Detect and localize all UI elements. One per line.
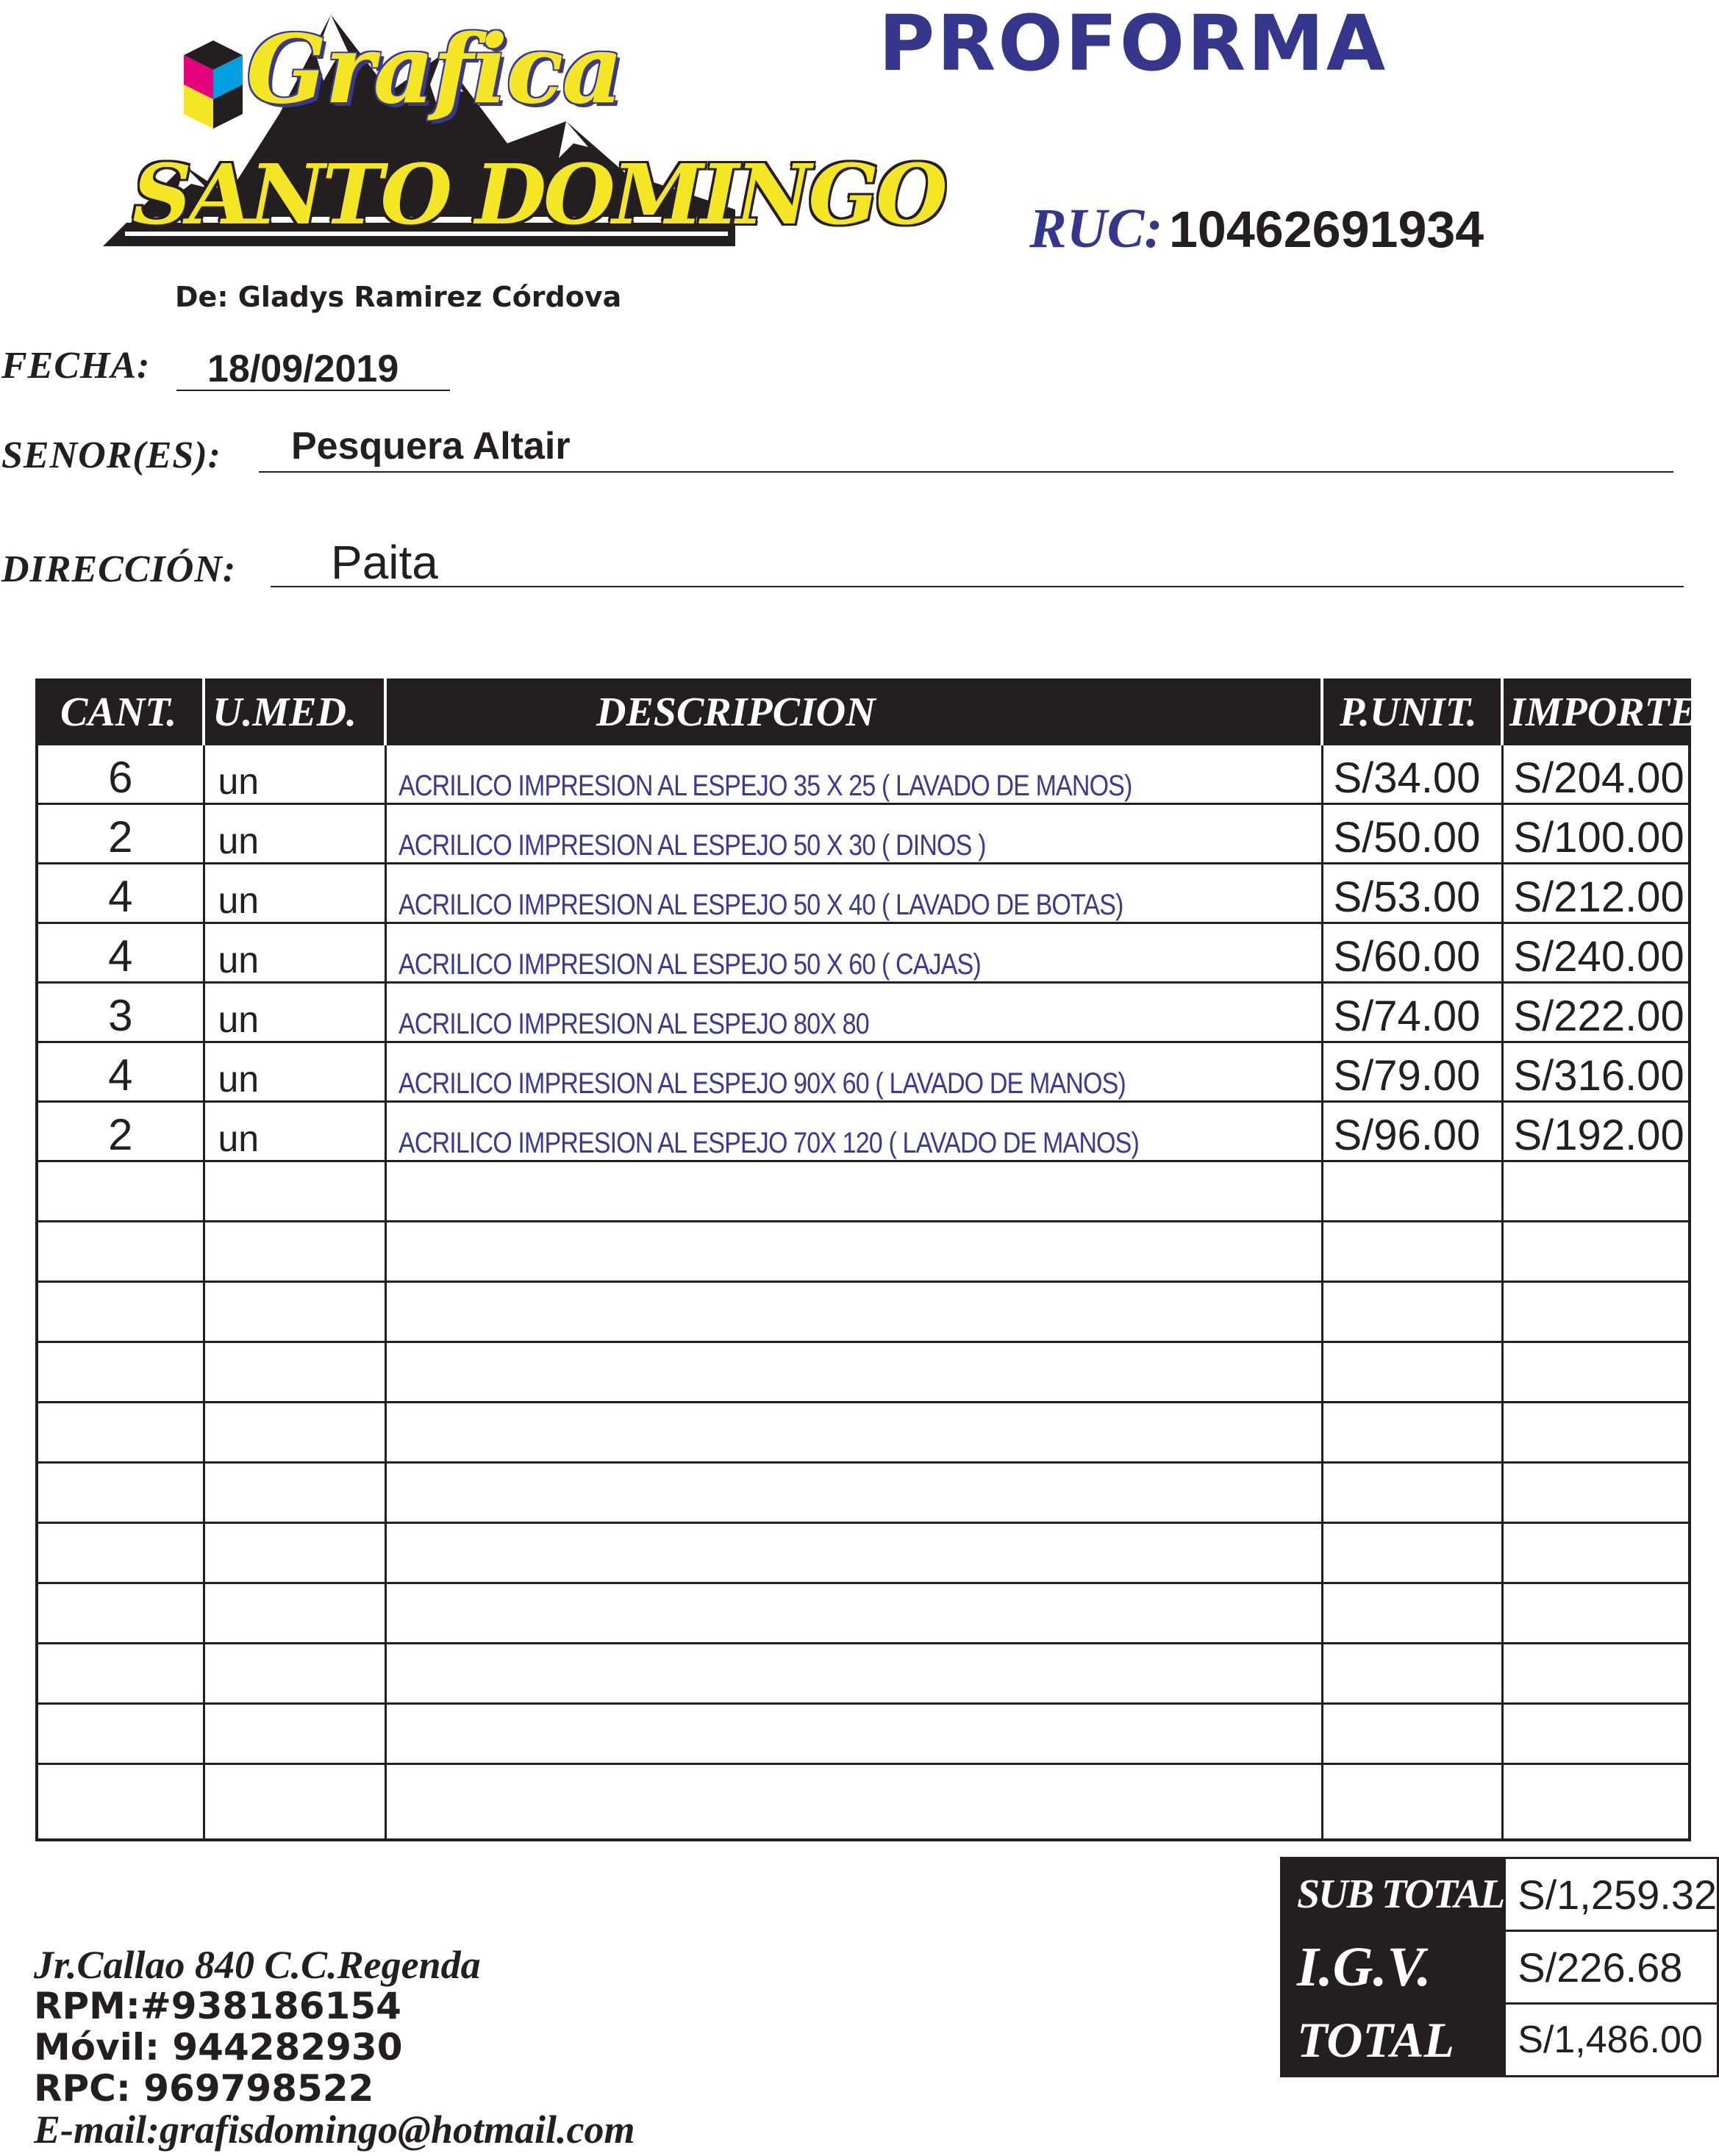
empty-cell (385, 1583, 1322, 1644)
empty-cell (204, 1764, 385, 1841)
row-qty: 3 (37, 983, 204, 1042)
empty-cell (204, 1282, 385, 1342)
total-row (1282, 2004, 1718, 2077)
igv-row (1282, 1931, 1718, 2004)
row-desc (385, 804, 1322, 864)
fecha-label: FECHA: (1, 345, 151, 387)
igv-value: S/226.68 (1505, 1931, 1718, 2004)
empty-cell (204, 1644, 385, 1704)
empty-cell (37, 1644, 204, 1704)
row-desc-text: ACRILICO IMPRESION AL ESPEJO 50 X 30 ( DINOS ) (398, 829, 986, 862)
row-unit: un (204, 745, 385, 804)
empty-cell (1502, 1342, 1690, 1403)
table-row (37, 1042, 1690, 1102)
row-amount: S/192.00 (1502, 1102, 1690, 1161)
ruc-label: RUC: (1029, 198, 1163, 259)
empty-cell (1322, 1222, 1502, 1282)
senores-underline (259, 471, 1673, 473)
table-row-empty (37, 1764, 1690, 1841)
table-row-empty (37, 1222, 1690, 1282)
empty-cell (385, 1282, 1322, 1342)
row-price: S/96.00 (1322, 1102, 1502, 1161)
empty-cell (1322, 1463, 1502, 1523)
total-label: TOTAL (1282, 2004, 1505, 2077)
empty-cell (1322, 1161, 1502, 1222)
empty-cell (1322, 1282, 1502, 1342)
row-qty: 2 (37, 804, 204, 864)
empty-cell (385, 1403, 1322, 1463)
row-desc-text: ACRILICO IMPRESION AL ESPEJO 50 X 60 ( CAJAS) (398, 948, 981, 981)
total-value: S/1,486.00 (1505, 2004, 1718, 2077)
table-row (37, 864, 1690, 923)
row-unit: un (204, 1102, 385, 1161)
empty-cell (1322, 1342, 1502, 1403)
empty-cell (37, 1161, 204, 1222)
fecha-value: 18/09/2019 (207, 348, 399, 390)
row-qty: 6 (37, 745, 204, 804)
empty-cell (385, 1704, 1322, 1764)
logo-word-grafica: Grafica (246, 15, 622, 125)
empty-cell (1502, 1463, 1690, 1523)
row-price: S/34.00 (1322, 745, 1502, 804)
row-amount: S/222.00 (1502, 983, 1690, 1042)
footer-email: E-mail:grafisdomingo@hotmail.com (34, 2107, 635, 2152)
empty-cell (1502, 1161, 1690, 1222)
empty-cell (37, 1463, 204, 1523)
table-row-empty (37, 1583, 1690, 1644)
row-desc-text: ACRILICO IMPRESION AL ESPEJO 35 X 25 ( LAVADO DE MANOS) (398, 770, 1132, 802)
direccion-value: Paita (331, 536, 438, 589)
table-row-empty (37, 1342, 1690, 1403)
empty-cell (385, 1222, 1322, 1282)
empty-cell (1502, 1523, 1690, 1583)
empty-cell (204, 1222, 385, 1282)
row-desc (385, 745, 1322, 804)
empty-cell (204, 1523, 385, 1583)
cmyk-cube-icon (184, 40, 243, 129)
empty-cell (37, 1523, 204, 1583)
empty-cell (37, 1222, 204, 1282)
empty-cell (204, 1342, 385, 1403)
issuer-name: De: Gladys Ramirez Córdova (175, 281, 622, 313)
items-table (35, 678, 1698, 1841)
table-row-empty (37, 1282, 1690, 1342)
empty-cell (1502, 1764, 1690, 1841)
table-row (37, 804, 1690, 864)
empty-cell (37, 1704, 204, 1764)
row-price: S/50.00 (1322, 804, 1502, 864)
empty-cell (1322, 1403, 1502, 1463)
table-row-empty (37, 1161, 1690, 1222)
row-unit: un (204, 804, 385, 864)
row-unit: un (204, 923, 385, 983)
empty-cell (385, 1161, 1322, 1222)
empty-cell (1502, 1282, 1690, 1342)
table-row-empty (37, 1523, 1690, 1583)
empty-cell (1502, 1644, 1690, 1704)
empty-cell (1502, 1583, 1690, 1644)
row-qty: 4 (37, 1042, 204, 1102)
subtotal-label: SUB TOTAL (1282, 1858, 1505, 1931)
empty-cell (1502, 1704, 1690, 1764)
row-qty: 4 (37, 923, 204, 983)
empty-cell (37, 1403, 204, 1463)
table-row (37, 745, 1690, 804)
igv-label: I.G.V. (1282, 1931, 1505, 2004)
empty-cell (1502, 1403, 1690, 1463)
empty-cell (1322, 1523, 1502, 1583)
empty-cell (1322, 1583, 1502, 1644)
row-desc (385, 983, 1322, 1042)
table-row-empty (37, 1644, 1690, 1704)
empty-cell (385, 1644, 1322, 1704)
empty-cell (385, 1463, 1322, 1523)
table-row (37, 923, 1690, 983)
row-desc (385, 1102, 1322, 1161)
subtotal-value: S/1,259.32 (1505, 1858, 1718, 1931)
row-price: S/79.00 (1322, 1042, 1502, 1102)
empty-cell (1322, 1764, 1502, 1841)
row-desc-text: ACRILICO IMPRESION AL ESPEJO 80X 80 (398, 1008, 869, 1040)
subtotal-row (1282, 1858, 1718, 1931)
row-desc-text: ACRILICO IMPRESION AL ESPEJO 70X 120 ( LAVADO DE MANOS) (398, 1127, 1139, 1159)
footer-rpc: RPC: 969798522 (34, 2067, 374, 2110)
document-title: PROFORMA (879, 0, 1388, 88)
row-desc (385, 923, 1322, 983)
empty-cell (1502, 1222, 1690, 1282)
table-row-empty (37, 1463, 1690, 1523)
empty-cell (204, 1463, 385, 1523)
table-row (37, 1102, 1690, 1161)
row-desc-text: ACRILICO IMPRESION AL ESPEJO 50 X 40 ( LAVADO DE BOTAS) (398, 889, 1123, 921)
row-amount: S/212.00 (1502, 864, 1690, 923)
footer-address: Jr.Callao 840 C.C.Regenda (34, 1943, 481, 1987)
table-row-empty (37, 1704, 1690, 1764)
empty-cell (1322, 1704, 1502, 1764)
empty-cell (385, 1764, 1322, 1841)
direccion-underline (271, 586, 1684, 587)
header-umed: U.MED. (204, 680, 385, 745)
table-header-row (37, 680, 1690, 745)
row-qty: 2 (37, 1102, 204, 1161)
ruc-value: 10462691934 (1169, 201, 1484, 258)
empty-cell (204, 1161, 385, 1222)
table-row-empty (37, 1403, 1690, 1463)
empty-cell (37, 1583, 204, 1644)
header-cant: CANT. (37, 680, 204, 745)
empty-cell (37, 1282, 204, 1342)
empty-cell (1322, 1644, 1502, 1704)
row-amount: S/240.00 (1502, 923, 1690, 983)
row-unit: un (204, 864, 385, 923)
empty-cell (37, 1342, 204, 1403)
row-desc (385, 1042, 1322, 1102)
table-row (37, 983, 1690, 1042)
empty-cell (204, 1704, 385, 1764)
header-importe: IMPORTE (1502, 680, 1690, 745)
header-descripcion: DESCRIPCION (385, 680, 1322, 745)
row-desc (385, 864, 1322, 923)
empty-cell (204, 1583, 385, 1644)
totals-box (1280, 1857, 1719, 2077)
row-qty: 4 (37, 864, 204, 923)
row-amount: S/204.00 (1502, 745, 1690, 804)
row-amount: S/100.00 (1502, 804, 1690, 864)
header-punit: P.UNIT. (1322, 680, 1502, 745)
empty-cell (37, 1764, 204, 1841)
row-price: S/74.00 (1322, 983, 1502, 1042)
logo-word-santo-domingo: SANTO DOMINGO (132, 147, 945, 243)
footer-movil: Móvil: 944282930 (34, 2026, 403, 2069)
empty-cell (385, 1523, 1322, 1583)
contact-footer (34, 1944, 635, 2150)
empty-cell (204, 1403, 385, 1463)
row-price: S/60.00 (1322, 923, 1502, 983)
senores-value: Pesquera Altair (291, 425, 571, 468)
row-unit: un (204, 1042, 385, 1102)
footer-rpm: RPM:#938186154 (34, 1985, 401, 2027)
row-desc-text: ACRILICO IMPRESION AL ESPEJO 90X 60 ( LAVADO DE MANOS) (398, 1067, 1126, 1100)
row-unit: un (204, 983, 385, 1042)
row-price: S/53.00 (1322, 864, 1502, 923)
row-amount: S/316.00 (1502, 1042, 1690, 1102)
direccion-label: DIRECCIÓN: (1, 548, 237, 590)
empty-cell (385, 1342, 1322, 1403)
senores-label: SENOR(ES): (1, 434, 221, 476)
